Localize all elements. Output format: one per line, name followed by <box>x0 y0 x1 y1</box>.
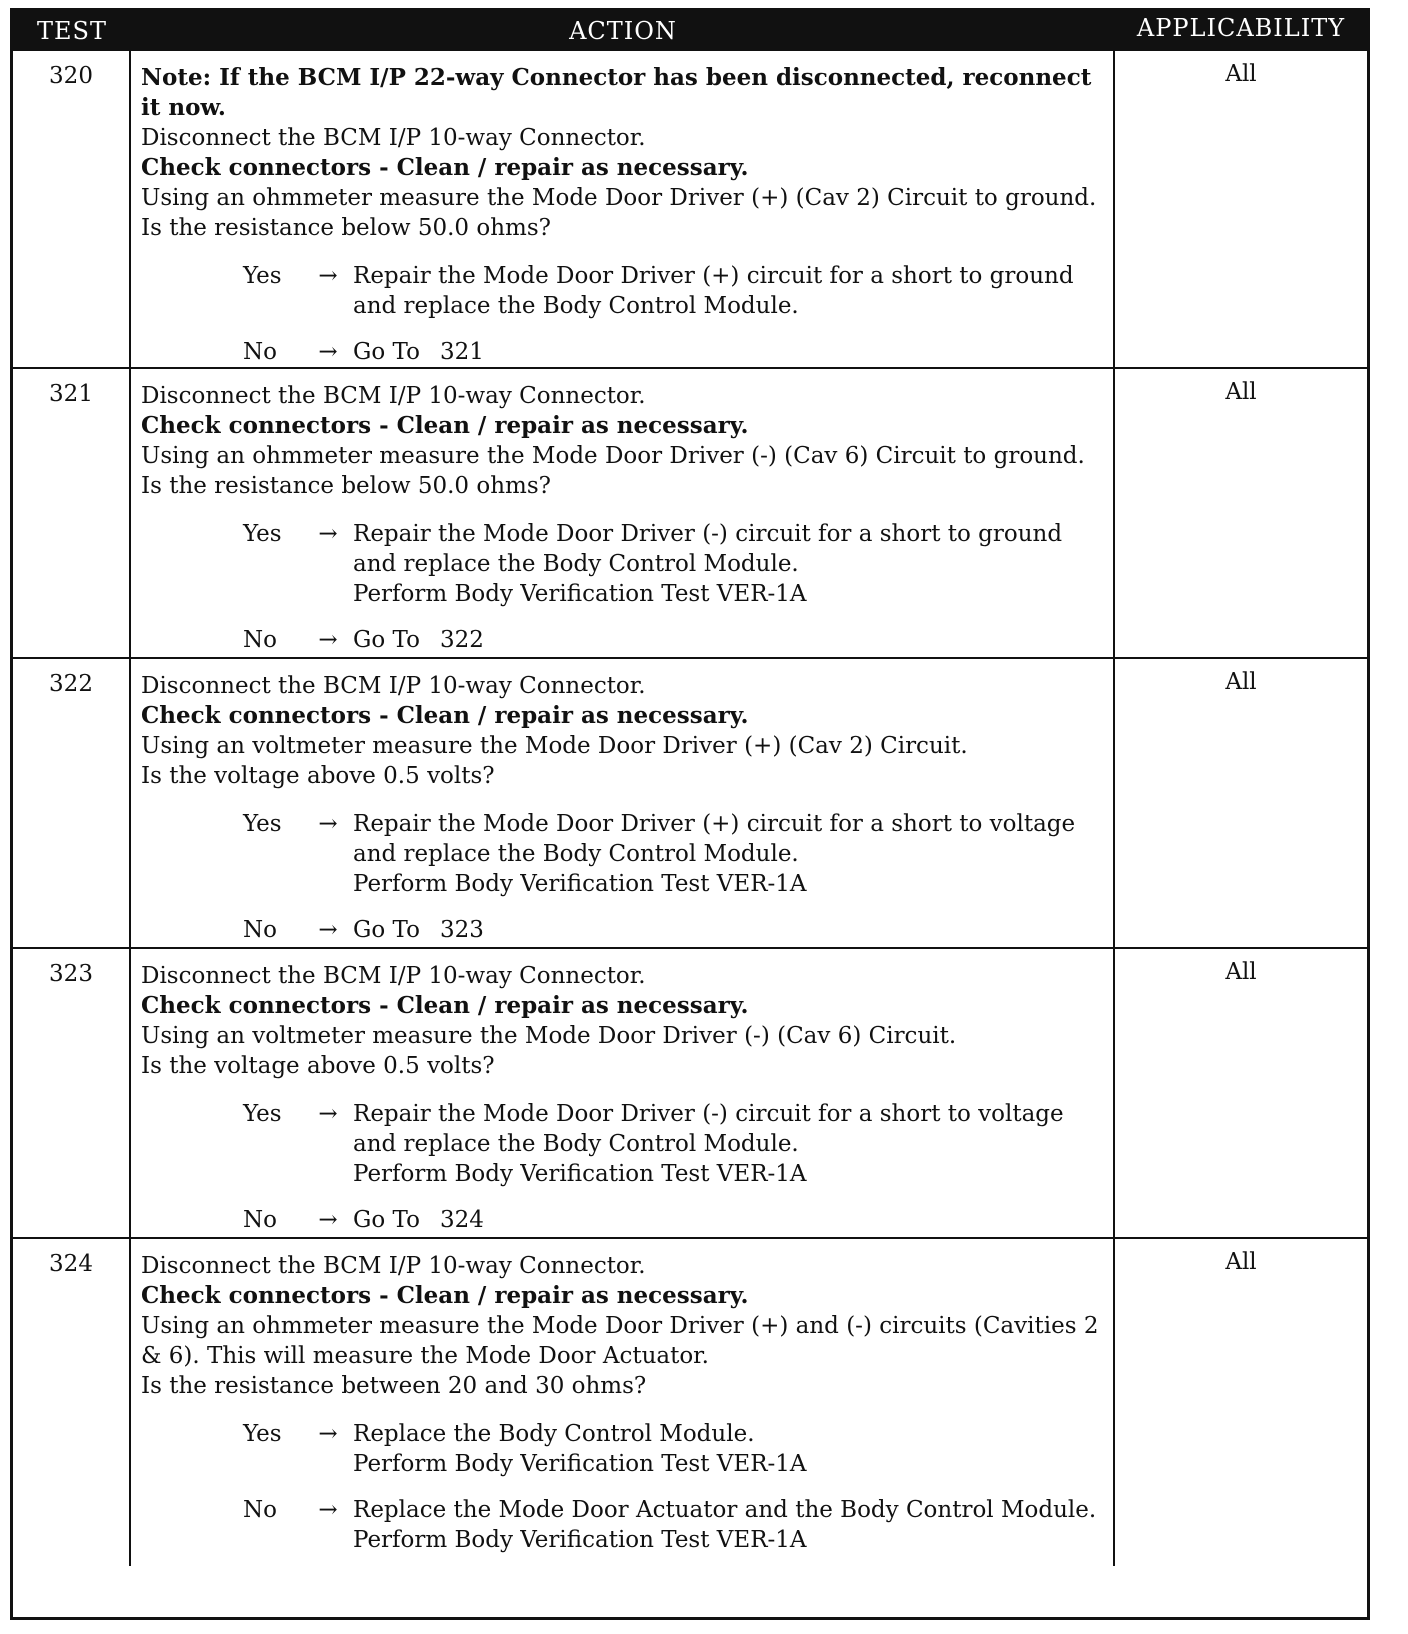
action-cell <box>131 1239 1115 1566</box>
branch-text <box>353 1205 1105 1235</box>
branch-label: No <box>243 917 277 943</box>
branch-no <box>141 625 1105 655</box>
action-instruction: Disconnect the BCM I/P 10-way Connector. <box>141 383 646 409</box>
header-test: TEST <box>37 17 107 45</box>
applicability-value: All <box>1225 959 1257 985</box>
branch-text <box>353 1099 1105 1189</box>
branch-text <box>353 261 1105 321</box>
arrow-right-icon: → <box>318 339 338 365</box>
table-row <box>13 369 1367 659</box>
branch-yes <box>141 261 1105 321</box>
branch-no <box>141 1495 1105 1555</box>
action-instruction: Is the voltage above 0.5 volts? <box>141 763 495 789</box>
action-cell <box>131 659 1115 947</box>
branch-line: Perform Body Verification Test VER-1A <box>353 1527 807 1553</box>
action-instruction-bold: Check connectors - Clean / repair as necessary. <box>141 992 749 1019</box>
test-procedure-table <box>10 8 1370 1620</box>
action-instruction: Using an ohmmeter measure the Mode Door Driver (+) (Cav 2) Circuit to ground. <box>141 185 1097 211</box>
branch-label: No <box>243 1497 277 1523</box>
action-instruction: Is the voltage above 0.5 volts? <box>141 1053 495 1079</box>
branch-text <box>353 1495 1105 1555</box>
branch-yes <box>141 519 1105 609</box>
action-instruction-bold: Check connectors - Clean / repair as necessary. <box>141 702 749 729</box>
branch-label: No <box>243 339 277 365</box>
action-instruction-bold: Note: If the BCM I/P 22-way Connector has been disconnected, reconnect it now. <box>141 64 1092 121</box>
arrow-right-icon: → <box>318 263 338 289</box>
goto-label: Go To <box>353 1207 420 1233</box>
arrow-right-icon: → <box>318 1207 338 1233</box>
branch-label: No <box>243 627 277 653</box>
action-instruction-bold: Check connectors - Clean / repair as necessary. <box>141 154 749 181</box>
branch-text <box>353 625 1105 655</box>
goto-test-link[interactable]: 324 <box>439 1207 484 1233</box>
applicability-value: All <box>1225 669 1257 695</box>
branch-text <box>353 337 1105 367</box>
action-cell <box>131 949 1115 1237</box>
branch-yes <box>141 1099 1105 1189</box>
branch-label: Yes <box>243 263 282 289</box>
applicability-value: All <box>1225 61 1257 87</box>
branch-text <box>353 809 1105 899</box>
arrow-right-icon: → <box>318 1497 338 1523</box>
action-instruction: Using an voltmeter measure the Mode Door Driver (-) (Cav 6) Circuit. <box>141 1023 957 1049</box>
table-row <box>13 659 1367 949</box>
action-instruction: Is the resistance below 50.0 ohms? <box>141 215 551 241</box>
branch-line: Perform Body Verification Test VER-1A <box>353 1161 807 1187</box>
arrow-right-icon: → <box>318 521 338 547</box>
goto-test-link[interactable]: 322 <box>439 627 484 653</box>
test-number: 320 <box>13 51 131 367</box>
action-cell <box>131 369 1115 657</box>
branch-label: Yes <box>243 811 282 837</box>
branch-line: Repair the Mode Door Driver (+) circuit for a short to ground and replace the Body Control Module. <box>353 263 1074 319</box>
applicability-value: All <box>1225 379 1257 405</box>
table-row <box>13 51 1367 369</box>
table-row <box>13 949 1367 1239</box>
header-action: ACTION <box>569 17 677 45</box>
branch-no <box>141 1205 1105 1235</box>
branch-yes <box>141 809 1105 899</box>
action-instruction: Disconnect the BCM I/P 10-way Connector. <box>141 1253 646 1279</box>
test-number: 322 <box>13 659 131 947</box>
branch-no <box>141 915 1105 945</box>
branch-label: Yes <box>243 521 282 547</box>
arrow-right-icon: → <box>318 627 338 653</box>
action-instruction-bold: Check connectors - Clean / repair as necessary. <box>141 1282 749 1309</box>
header-applicability: APPLICABILITY <box>1136 14 1346 42</box>
action-cell <box>131 51 1115 367</box>
branch-yes <box>141 1419 1105 1479</box>
test-number: 323 <box>13 949 131 1237</box>
table-body <box>13 51 1367 1566</box>
table-header <box>13 11 1367 51</box>
arrow-right-icon: → <box>318 1101 338 1127</box>
action-instruction: Is the resistance below 50.0 ohms? <box>141 473 551 499</box>
branch-line: Repair the Mode Door Driver (-) circuit for a short to voltage and replace the Body Control Module. <box>353 1101 1064 1157</box>
test-number: 324 <box>13 1239 131 1566</box>
goto-test-link[interactable]: 321 <box>439 339 484 365</box>
action-instruction-bold: Check connectors - Clean / repair as necessary. <box>141 412 749 439</box>
table-row <box>13 1239 1367 1566</box>
goto-label: Go To <box>353 339 420 365</box>
branch-line: Repair the Mode Door Driver (-) circuit for a short to ground and replace the Body Control Module. <box>353 521 1063 577</box>
branch-label: No <box>243 1207 277 1233</box>
arrow-right-icon: → <box>318 811 338 837</box>
branch-line: Perform Body Verification Test VER-1A <box>353 1451 807 1477</box>
goto-label: Go To <box>353 917 420 943</box>
test-number: 321 <box>13 369 131 657</box>
branch-line: Perform Body Verification Test VER-1A <box>353 581 807 607</box>
goto-label: Go To <box>353 627 420 653</box>
action-instruction: Disconnect the BCM I/P 10-way Connector. <box>141 963 646 989</box>
branch-line: Replace the Mode Door Actuator and the Body Control Module. <box>353 1497 1097 1523</box>
action-instruction: Disconnect the BCM I/P 10-way Connector. <box>141 673 646 699</box>
branch-line: Replace the Body Control Module. <box>353 1421 755 1447</box>
branch-no <box>141 337 1105 367</box>
arrow-right-icon: → <box>318 1421 338 1447</box>
action-instruction: Is the resistance between 20 and 30 ohms? <box>141 1373 647 1399</box>
branch-text <box>353 519 1105 609</box>
action-instruction: Using an voltmeter measure the Mode Door Driver (+) (Cav 2) Circuit. <box>141 733 968 759</box>
branch-text <box>353 1419 1105 1479</box>
branch-line: Repair the Mode Door Driver (+) circuit for a short to voltage and replace the Body Control Module. <box>353 811 1076 867</box>
applicability-value: All <box>1225 1249 1257 1275</box>
action-instruction: Using an ohmmeter measure the Mode Door Driver (-) (Cav 6) Circuit to ground. <box>141 443 1085 469</box>
goto-test-link[interactable]: 323 <box>439 917 484 943</box>
arrow-right-icon: → <box>318 917 338 943</box>
branch-line: Perform Body Verification Test VER-1A <box>353 871 807 897</box>
action-instruction: Disconnect the BCM I/P 10-way Connector. <box>141 125 646 151</box>
branch-label: Yes <box>243 1421 282 1447</box>
branch-text <box>353 915 1105 945</box>
action-instruction: Using an ohmmeter measure the Mode Door Driver (+) and (-) circuits (Cavities 2 & 6). This will measure the Mode Door Actuator. <box>141 1313 1099 1369</box>
branch-label: Yes <box>243 1101 282 1127</box>
